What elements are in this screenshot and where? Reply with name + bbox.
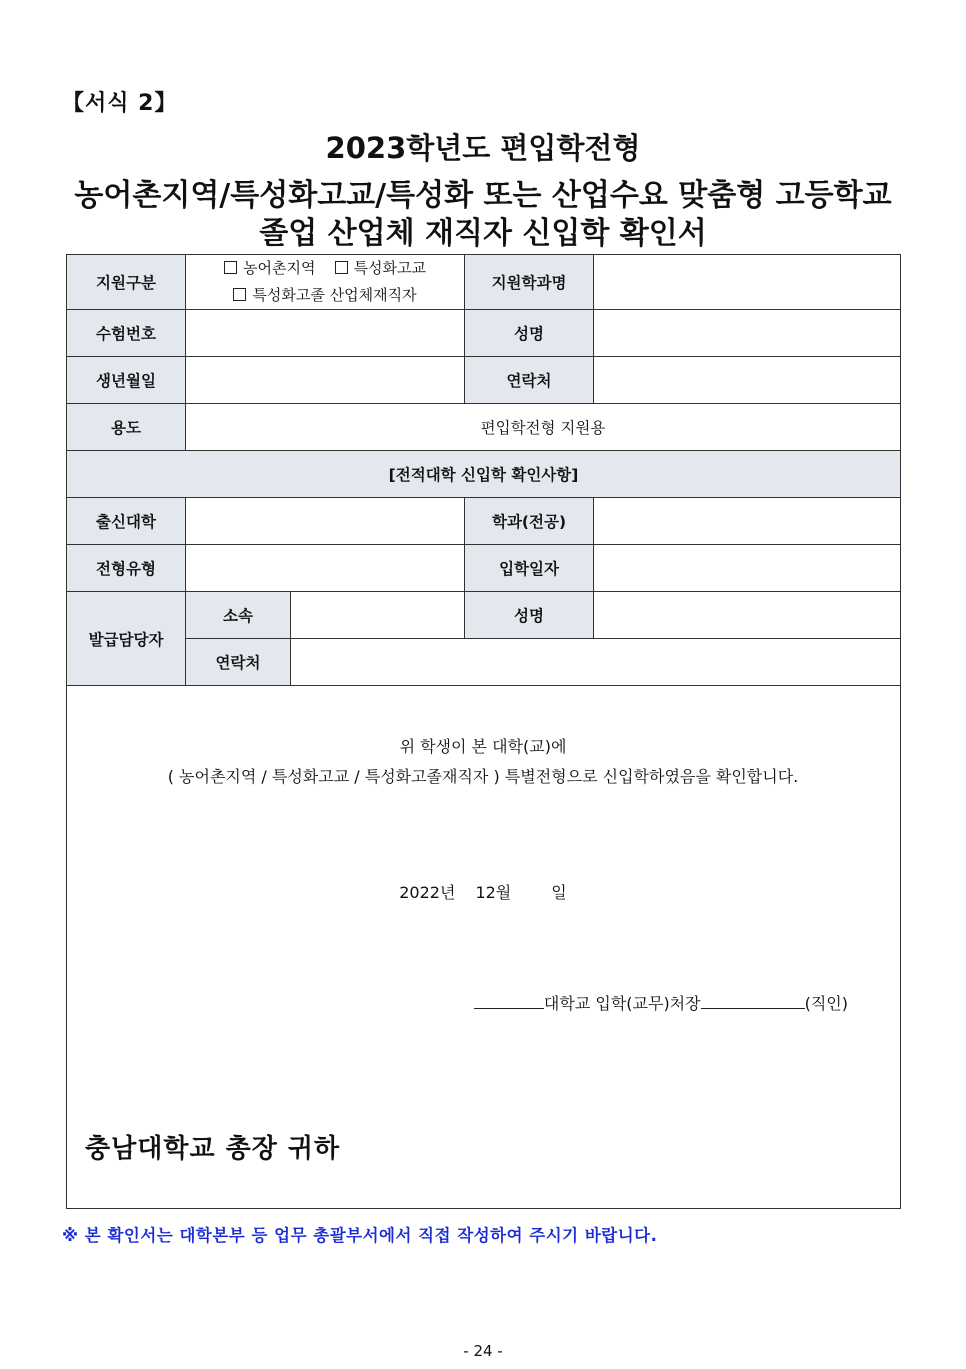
purpose-label: 용도: [67, 404, 186, 451]
exam-no-label: 수험번호: [67, 310, 186, 357]
admission-date-field[interactable]: [594, 545, 901, 592]
signature-line: [474, 991, 848, 1014]
option-specialized-employee[interactable]: 특성화고졸 산업체재직자: [233, 286, 416, 304]
checkbox-icon[interactable]: [224, 261, 237, 274]
affiliation-label: 소속: [186, 592, 291, 639]
contact-field[interactable]: [594, 357, 901, 404]
document-title-line2: 농어촌지역/특성화고교/특성화 또는 산업수요 맞춤형 고등학교: [74, 178, 892, 213]
birth-field[interactable]: [186, 357, 465, 404]
footnote: ※ 본 확인서는 대학본부 등 업무 총괄부서에서 직접 작성하여 주시기 바랍니다.: [62, 1226, 658, 1245]
option-specialized[interactable]: 특성화고교: [335, 259, 426, 277]
contact-label: 연락처: [465, 357, 594, 404]
confirmation-line2: ( 농어촌지역 / 특성화고교 / 특성화고졸재직자 ) 특별전형으로 신입학하였음을 확인합니다.: [167, 767, 799, 786]
option-rural[interactable]: 농어촌지역: [224, 259, 315, 277]
date-month: 12월: [475, 883, 512, 902]
admission-date-label: 입학일자: [465, 545, 594, 592]
issuer-label: 발급담당자: [67, 592, 186, 686]
section-header: [전적대학 신입학 확인사항]: [67, 451, 901, 498]
major-label: 학과(전공): [465, 498, 594, 545]
checkbox-icon[interactable]: [335, 261, 348, 274]
university-name-blank[interactable]: [474, 994, 544, 1009]
apply-type-options: [186, 255, 465, 310]
recipient: 충남대학교 총장 귀하: [85, 1134, 341, 1164]
apply-type-label: 지원구분: [67, 255, 186, 310]
birth-label: 생년월일: [67, 357, 186, 404]
dept-field[interactable]: [594, 255, 901, 310]
major-field[interactable]: [594, 498, 901, 545]
confirmation-line1: 위 학생이 본 대학(교)에: [399, 737, 567, 756]
dept-label: 지원학과명: [465, 255, 594, 310]
page-number: - 24 -: [463, 1342, 503, 1360]
signature-text: 대학교 입학(교무)처장: [543, 994, 701, 1013]
document-title-year: 2023학년도 편입학전형: [325, 131, 641, 165]
document-title-line3: 졸업 산업체 재직자 신입학 확인서: [259, 216, 707, 251]
issuer-contact-label: 연락처: [186, 639, 291, 686]
univ-label: 출신대학: [67, 498, 186, 545]
issuer-name-label: 성명: [465, 592, 594, 639]
date-year: 2022년: [399, 883, 456, 902]
issue-date: [67, 880, 899, 903]
issuer-contact-field[interactable]: [291, 639, 901, 686]
director-name-blank[interactable]: [701, 994, 805, 1009]
name-label: 성명: [465, 310, 594, 357]
form-label: 【서식 2】: [62, 91, 178, 116]
univ-field[interactable]: [186, 498, 465, 545]
date-day: 일: [551, 883, 567, 902]
exam-no-field[interactable]: [186, 310, 465, 357]
admission-type-field[interactable]: [186, 545, 465, 592]
admission-type-label: 전형유형: [67, 545, 186, 592]
affiliation-field[interactable]: [291, 592, 465, 639]
seal-text: (직인): [804, 994, 849, 1013]
confirmation-body: [67, 686, 901, 1209]
purpose-value: 편입학전형 지원용: [186, 404, 901, 451]
confirmation-form-table: [66, 254, 901, 1209]
checkbox-icon[interactable]: [233, 288, 246, 301]
name-field[interactable]: [594, 310, 901, 357]
issuer-name-field[interactable]: [594, 592, 901, 639]
